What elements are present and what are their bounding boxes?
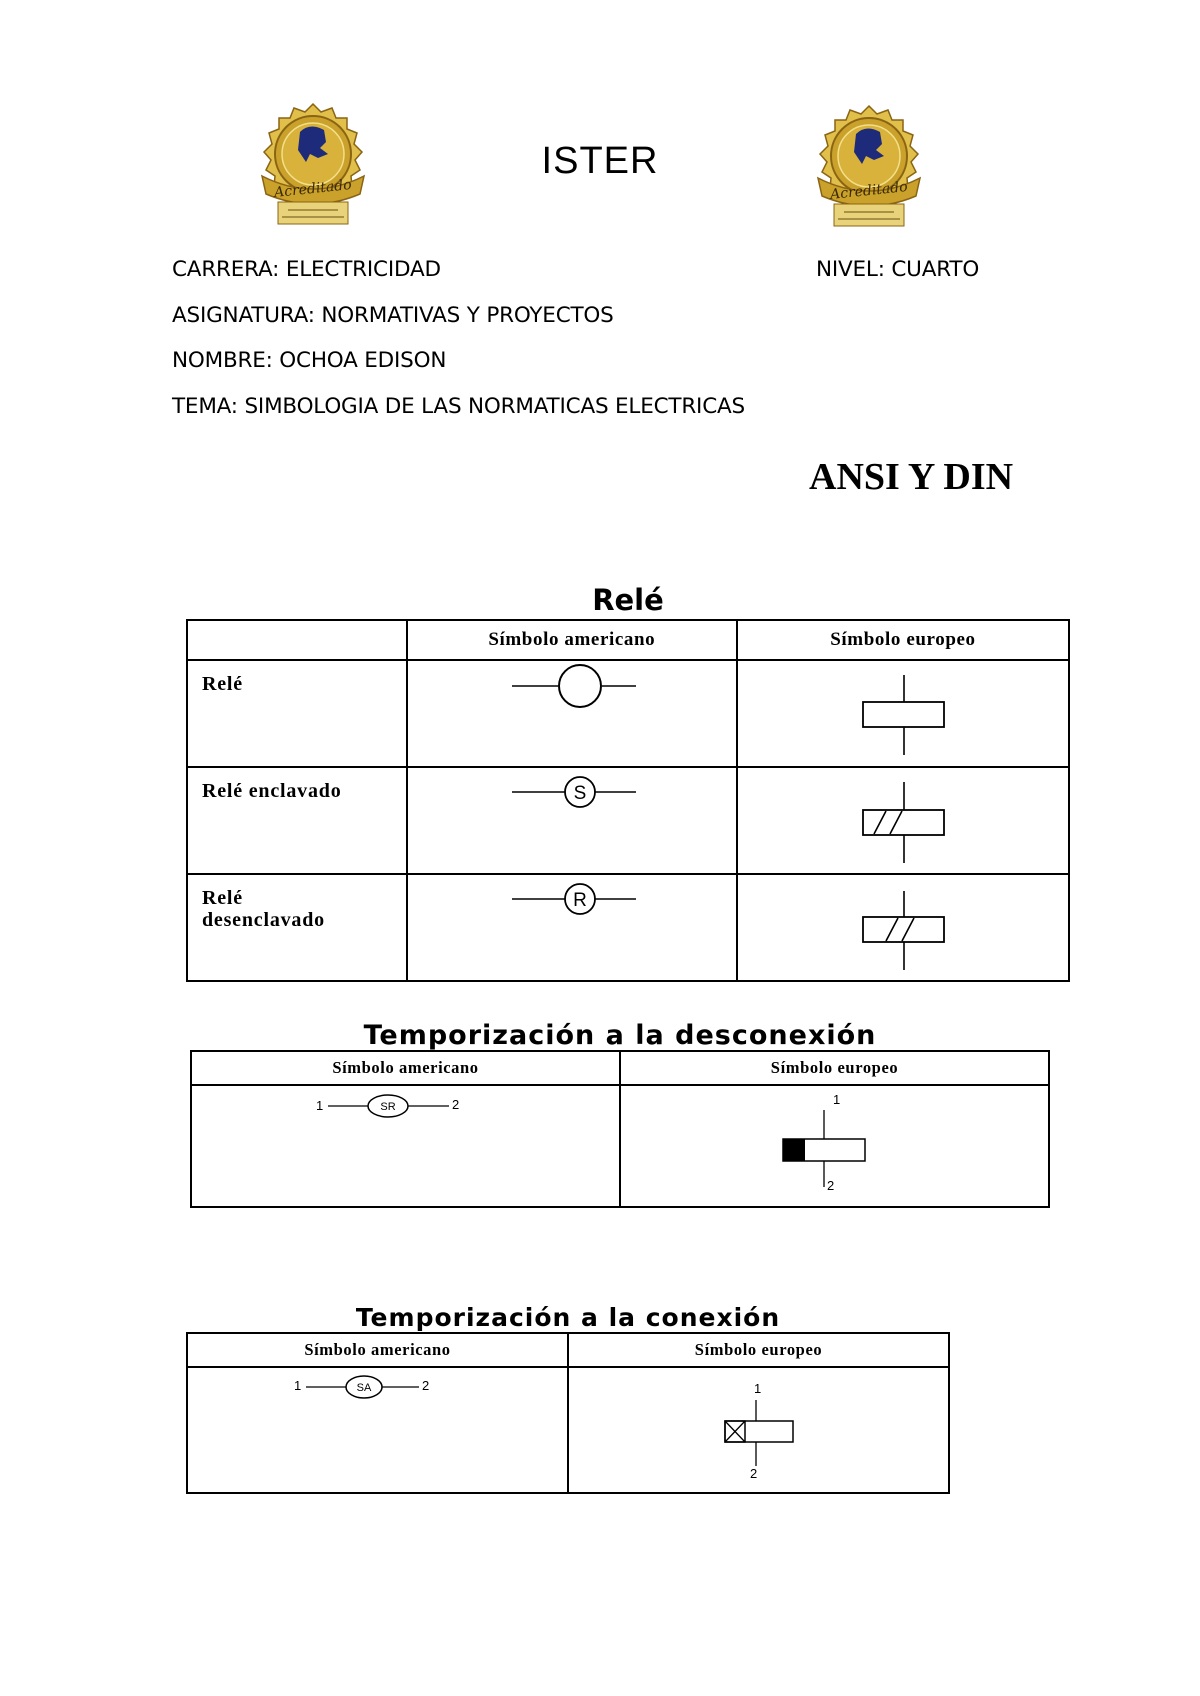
topic-line: TEMA: SIMBOLOGIA DE LAS NORMATICAS ELECTRICAS (172, 394, 745, 419)
header-european: Símbolo europeo (737, 620, 1069, 660)
unlatch-relay-rect-icon (738, 875, 1071, 982)
header-european: Símbolo europeo (620, 1051, 1049, 1085)
unlatch-relay-r-icon (408, 875, 739, 982)
row-label-latch: Relé enclavado (187, 767, 407, 874)
on-delay-european-icon (569, 1368, 951, 1494)
on-delay-american-icon (188, 1368, 570, 1494)
svg-text:1: 1 (316, 1098, 324, 1113)
svg-text:2: 2 (422, 1378, 430, 1393)
svg-text:SR: SR (380, 1101, 396, 1113)
norms-title: ANSI Y DIN (809, 456, 1014, 498)
table-row (187, 767, 1069, 874)
row-label-rele: Relé (187, 660, 407, 767)
level-line: NIVEL: CUARTO (816, 257, 980, 282)
svg-text:2: 2 (452, 1097, 460, 1112)
row-label-unlatch: Relé desenclavado (187, 874, 407, 981)
svg-text:1: 1 (754, 1381, 762, 1396)
table-header-row (187, 620, 1069, 660)
svg-text:R: R (572, 890, 587, 911)
svg-text:S: S (573, 783, 587, 804)
latch-relay-s-icon (408, 768, 739, 875)
table-row (187, 660, 1069, 767)
relay-coil-rect-icon (738, 661, 1071, 768)
off-delay-title: Temporización a la desconexión (363, 1020, 877, 1051)
header-american: Símbolo americano (407, 620, 737, 660)
table-row (187, 1367, 949, 1493)
table-header-row (191, 1051, 1049, 1085)
off-delay-table (190, 1050, 1050, 1208)
table-row (187, 874, 1069, 981)
header-american: Símbolo americano (187, 1333, 568, 1367)
table-row (191, 1085, 1049, 1207)
career-line: CARRERA: ELECTRICIDAD (172, 257, 441, 282)
student-name-line: NOMBRE: OCHOA EDISON (172, 348, 447, 373)
rele-section-title: Relé (592, 583, 664, 617)
header-blank (187, 620, 407, 660)
off-delay-american-icon (192, 1086, 622, 1208)
latch-relay-rect-icon (738, 768, 1071, 875)
svg-text:1: 1 (833, 1092, 841, 1107)
on-delay-table (186, 1332, 950, 1494)
svg-text:Acreditado: Acreditado (829, 178, 909, 204)
svg-text:SA: SA (356, 1382, 372, 1394)
subject-line: ASIGNATURA: NORMATIVAS Y PROYECTOS (172, 303, 614, 328)
off-delay-european-icon (621, 1086, 1051, 1208)
svg-text:2: 2 (827, 1178, 835, 1193)
rele-table (186, 619, 1070, 982)
relay-coil-icon (408, 661, 739, 768)
header-european: Símbolo europeo (568, 1333, 949, 1367)
svg-text:2: 2 (750, 1466, 758, 1481)
table-header-row (187, 1333, 949, 1367)
svg-text:1: 1 (294, 1378, 302, 1393)
svg-text:Acreditado: Acreditado (273, 176, 353, 202)
header-american: Símbolo americano (191, 1051, 620, 1085)
institution-name: ISTER (541, 140, 659, 182)
on-delay-title: Temporización a la conexión (355, 1303, 781, 1332)
